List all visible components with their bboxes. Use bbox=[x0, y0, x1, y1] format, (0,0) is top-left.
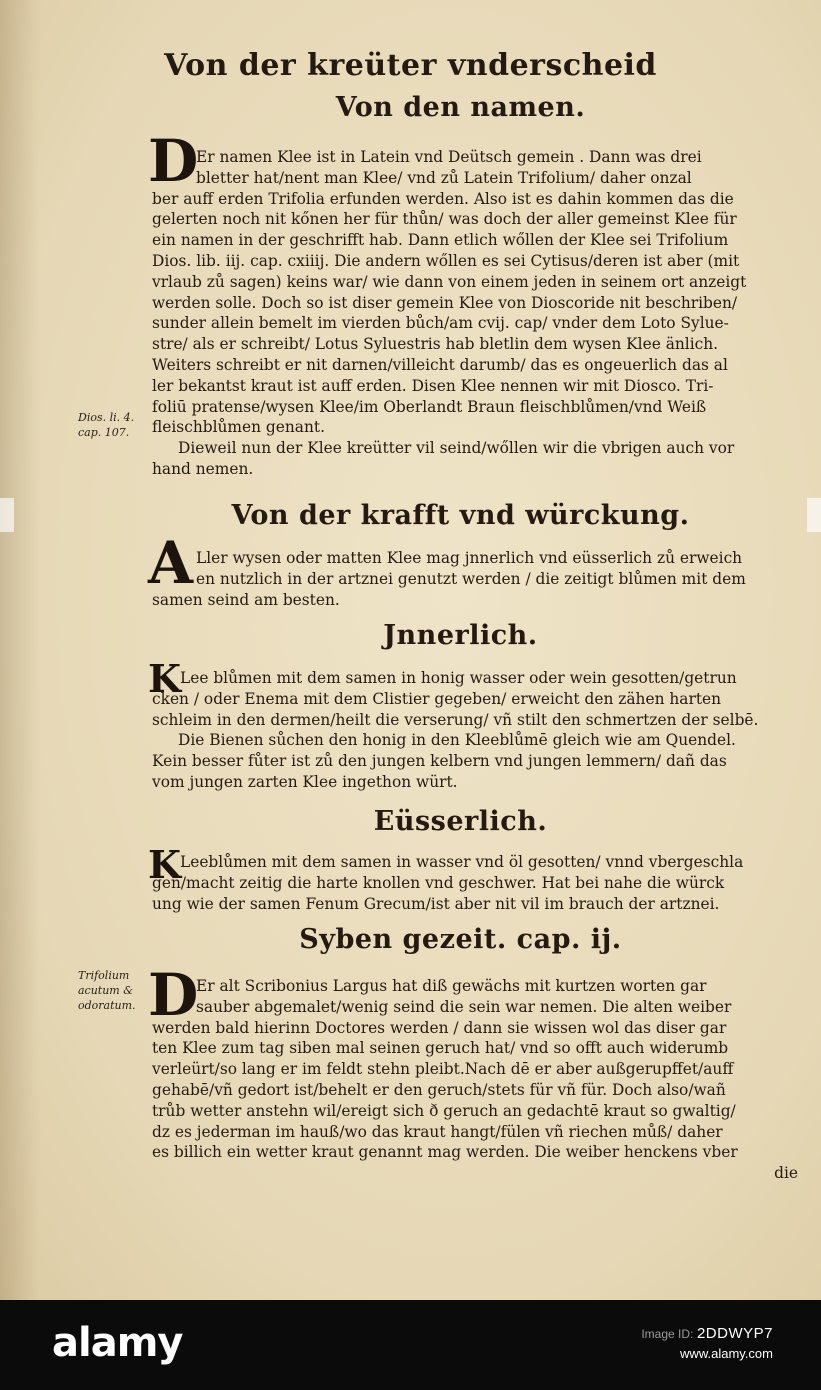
section-heading-syben-gezeit: Syben gezeit. cap. ij. bbox=[299, 924, 622, 955]
text-line: verleürt/so lang er im feldt stehn pleibt.Nach dē er aber außgerupffet/auff bbox=[152, 1060, 734, 1079]
text-line: trůb wetter anstehn wil/ereigt sich ð geruch an gedachtē kraut so gwaltig/ bbox=[152, 1101, 736, 1120]
section-heading-jnnerlich: Jnnerlich. bbox=[383, 620, 538, 651]
marginal-line: odoratum. bbox=[78, 999, 136, 1012]
text-line: cken / oder Enema mit dem Clistier gegeben/ erweicht den zähen harten bbox=[152, 689, 722, 708]
text-line: Er alt Scribonius Largus hat diß gewächs mit kurtzen worten gar bbox=[196, 977, 707, 995]
paragraph-jnnerlich bbox=[152, 668, 798, 793]
text-line: ung wie der samen Fenum Grecum/ist aber nit vil im brauch der artznei. bbox=[152, 894, 720, 913]
section-heading-namen: Von den namen. bbox=[335, 92, 586, 123]
text-line: schleim in den dermen/heilt die verserung/ vñ stilt den schmertzen der selbē. bbox=[152, 710, 759, 729]
drop-cap-initial: D bbox=[148, 127, 199, 195]
text-line: es billich ein wetter kraut genannt mag werden. Die weiber henckens vber bbox=[152, 1143, 738, 1162]
watermark-edge-mark bbox=[0, 498, 14, 532]
text-line: hand nemen. bbox=[152, 459, 254, 478]
text-line: Die Bienen sůchen den honig in den Kleeblůmē gleich wie am Quendel. bbox=[178, 731, 736, 750]
text-line: gen/macht zeitig die harte knollen vnd geschwer. Hat bei nahe die würck bbox=[152, 873, 725, 892]
paragraph-krafft bbox=[152, 548, 798, 610]
site-url: www.alamy.com bbox=[680, 1346, 773, 1361]
image-id-value: 2DDWYP7 bbox=[696, 1325, 773, 1342]
text-line: ten Klee zum tag siben mal seinen geruch hat/ vnd so offt auch widerumb bbox=[152, 1039, 729, 1058]
watermark-edge-mark bbox=[807, 498, 821, 532]
text-line: Ller wysen oder matten Klee mag jnnerlich vnd eüsserlich zů erweich bbox=[196, 549, 743, 567]
text-line: stre/ als er schreibt/ Lotus Syluestris hab bletlin dem wysen Klee änlich. bbox=[152, 335, 719, 354]
text-line: fleischblůmen genant. bbox=[152, 418, 325, 437]
image-id-block bbox=[641, 1324, 773, 1364]
text-line: werden solle. Doch so ist diser gemein Klee von Dioscoride nit beschriben/ bbox=[152, 293, 738, 312]
section-heading-eusserlich: Eüsserlich. bbox=[373, 806, 548, 837]
text-line: werden bald hierinn Doctores werden / dann sie wissen wol das diser gar bbox=[152, 1018, 727, 1037]
text-line: ler bekantst kraut ist auff erden. Disen Klee nennen wir mit Diosco. Tri- bbox=[152, 376, 714, 395]
brand-logo: alamy bbox=[52, 1320, 183, 1366]
text-line: dz es jederman im hauß/wo das kraut hangt/fülen vñ riechen můß/ daher bbox=[152, 1122, 723, 1141]
paragraph-namen bbox=[152, 147, 798, 480]
text-line: Er namen Klee ist in Latein vnd Deütsch gemein . Dann was drei bbox=[196, 148, 702, 166]
paragraph-syben-gezeit bbox=[152, 976, 798, 1184]
text-line: gehabē/vñ gedort ist/behelt er den geruch/stets für vñ für. Doch also/wañ bbox=[152, 1080, 726, 1099]
text-line: Kein besser fůter ist zů den jungen kelbern vnd jungen lemmern/ dañ das bbox=[152, 752, 727, 771]
paragraph-eusserlich bbox=[152, 852, 798, 914]
text-line: bletter hat/nent man Klee/ vnd zů Latein Trifolium/ daher onzal bbox=[196, 168, 692, 187]
marginal-line: acutum & bbox=[78, 984, 134, 997]
text-line: gelerten noch nit kőnen her für thůn/ was doch der aller gemeinst Klee für bbox=[152, 210, 737, 229]
text-line: samen seind am besten. bbox=[152, 590, 340, 609]
text-line: Weiters schreibt er nit darnen/villeicht darumb/ das es ongeuerlich das al bbox=[152, 355, 728, 374]
drop-cap-initial: A bbox=[148, 529, 194, 597]
text-line: ein namen in der geschrifft hab. Dann etlich wőllen der Klee sei Trifolium bbox=[152, 231, 729, 250]
text-line: ber auff erden Trifolia erfunden werden. Also ist es dahin kommen das die bbox=[152, 189, 734, 208]
catchword: die bbox=[774, 1164, 798, 1183]
drop-cap-initial: K bbox=[148, 656, 182, 701]
text-line: sauber abgemalet/wenig seind die sein war nemen. Die alten weiber bbox=[196, 997, 732, 1016]
text-line: vrlaub zů sagen) keins war/ wie dann von einem jeden in seinem ort anzeigt bbox=[152, 272, 747, 291]
text-line: Dios. lib. iij. cap. cxiiij. Die andern wőllen es sei Cytisus/deren ist aber (mit bbox=[152, 251, 740, 270]
text-line: Lee blůmen mit dem samen in honig wasser oder wein gesotten/getrun bbox=[180, 669, 737, 687]
text-line: en nutzlich in der artznei genutzt werden / die zeitigt blůmen mit dem bbox=[196, 569, 746, 588]
drop-cap-initial: D bbox=[148, 961, 199, 1029]
marginal-line: Dios. li. 4. bbox=[78, 411, 135, 424]
marginal-line: Trifolium bbox=[78, 969, 130, 982]
section-heading-krafft: Von der krafft vnd würckung. bbox=[231, 500, 690, 531]
marginal-note-dioscorides bbox=[78, 410, 150, 440]
text-line: Leeblůmen mit dem samen in wasser vnd öl gesotten/ vnnd vbergeschla bbox=[180, 853, 744, 871]
drop-cap-initial: K bbox=[148, 842, 182, 887]
text-line: sunder allein bemelt im vierden bůch/am cvij. cap/ vnder dem Loto Sylue- bbox=[152, 314, 729, 333]
marginal-note-trifolium bbox=[78, 968, 150, 1013]
text-line: Dieweil nun der Klee kreütter vil seind/wőllen wir die vbrigen auch vor bbox=[178, 439, 735, 458]
text-line: foliū pratense/wysen Klee/im Oberlandt Braun fleischblůmen/vnd Weiß bbox=[152, 397, 707, 416]
image-id-label: Image ID: bbox=[641, 1327, 694, 1341]
text-line: vom jungen zarten Klee ingethon würt. bbox=[152, 772, 458, 791]
running-head: Von der kreüter vnderscheid bbox=[164, 48, 657, 83]
marginal-line: cap. 107. bbox=[78, 426, 130, 439]
